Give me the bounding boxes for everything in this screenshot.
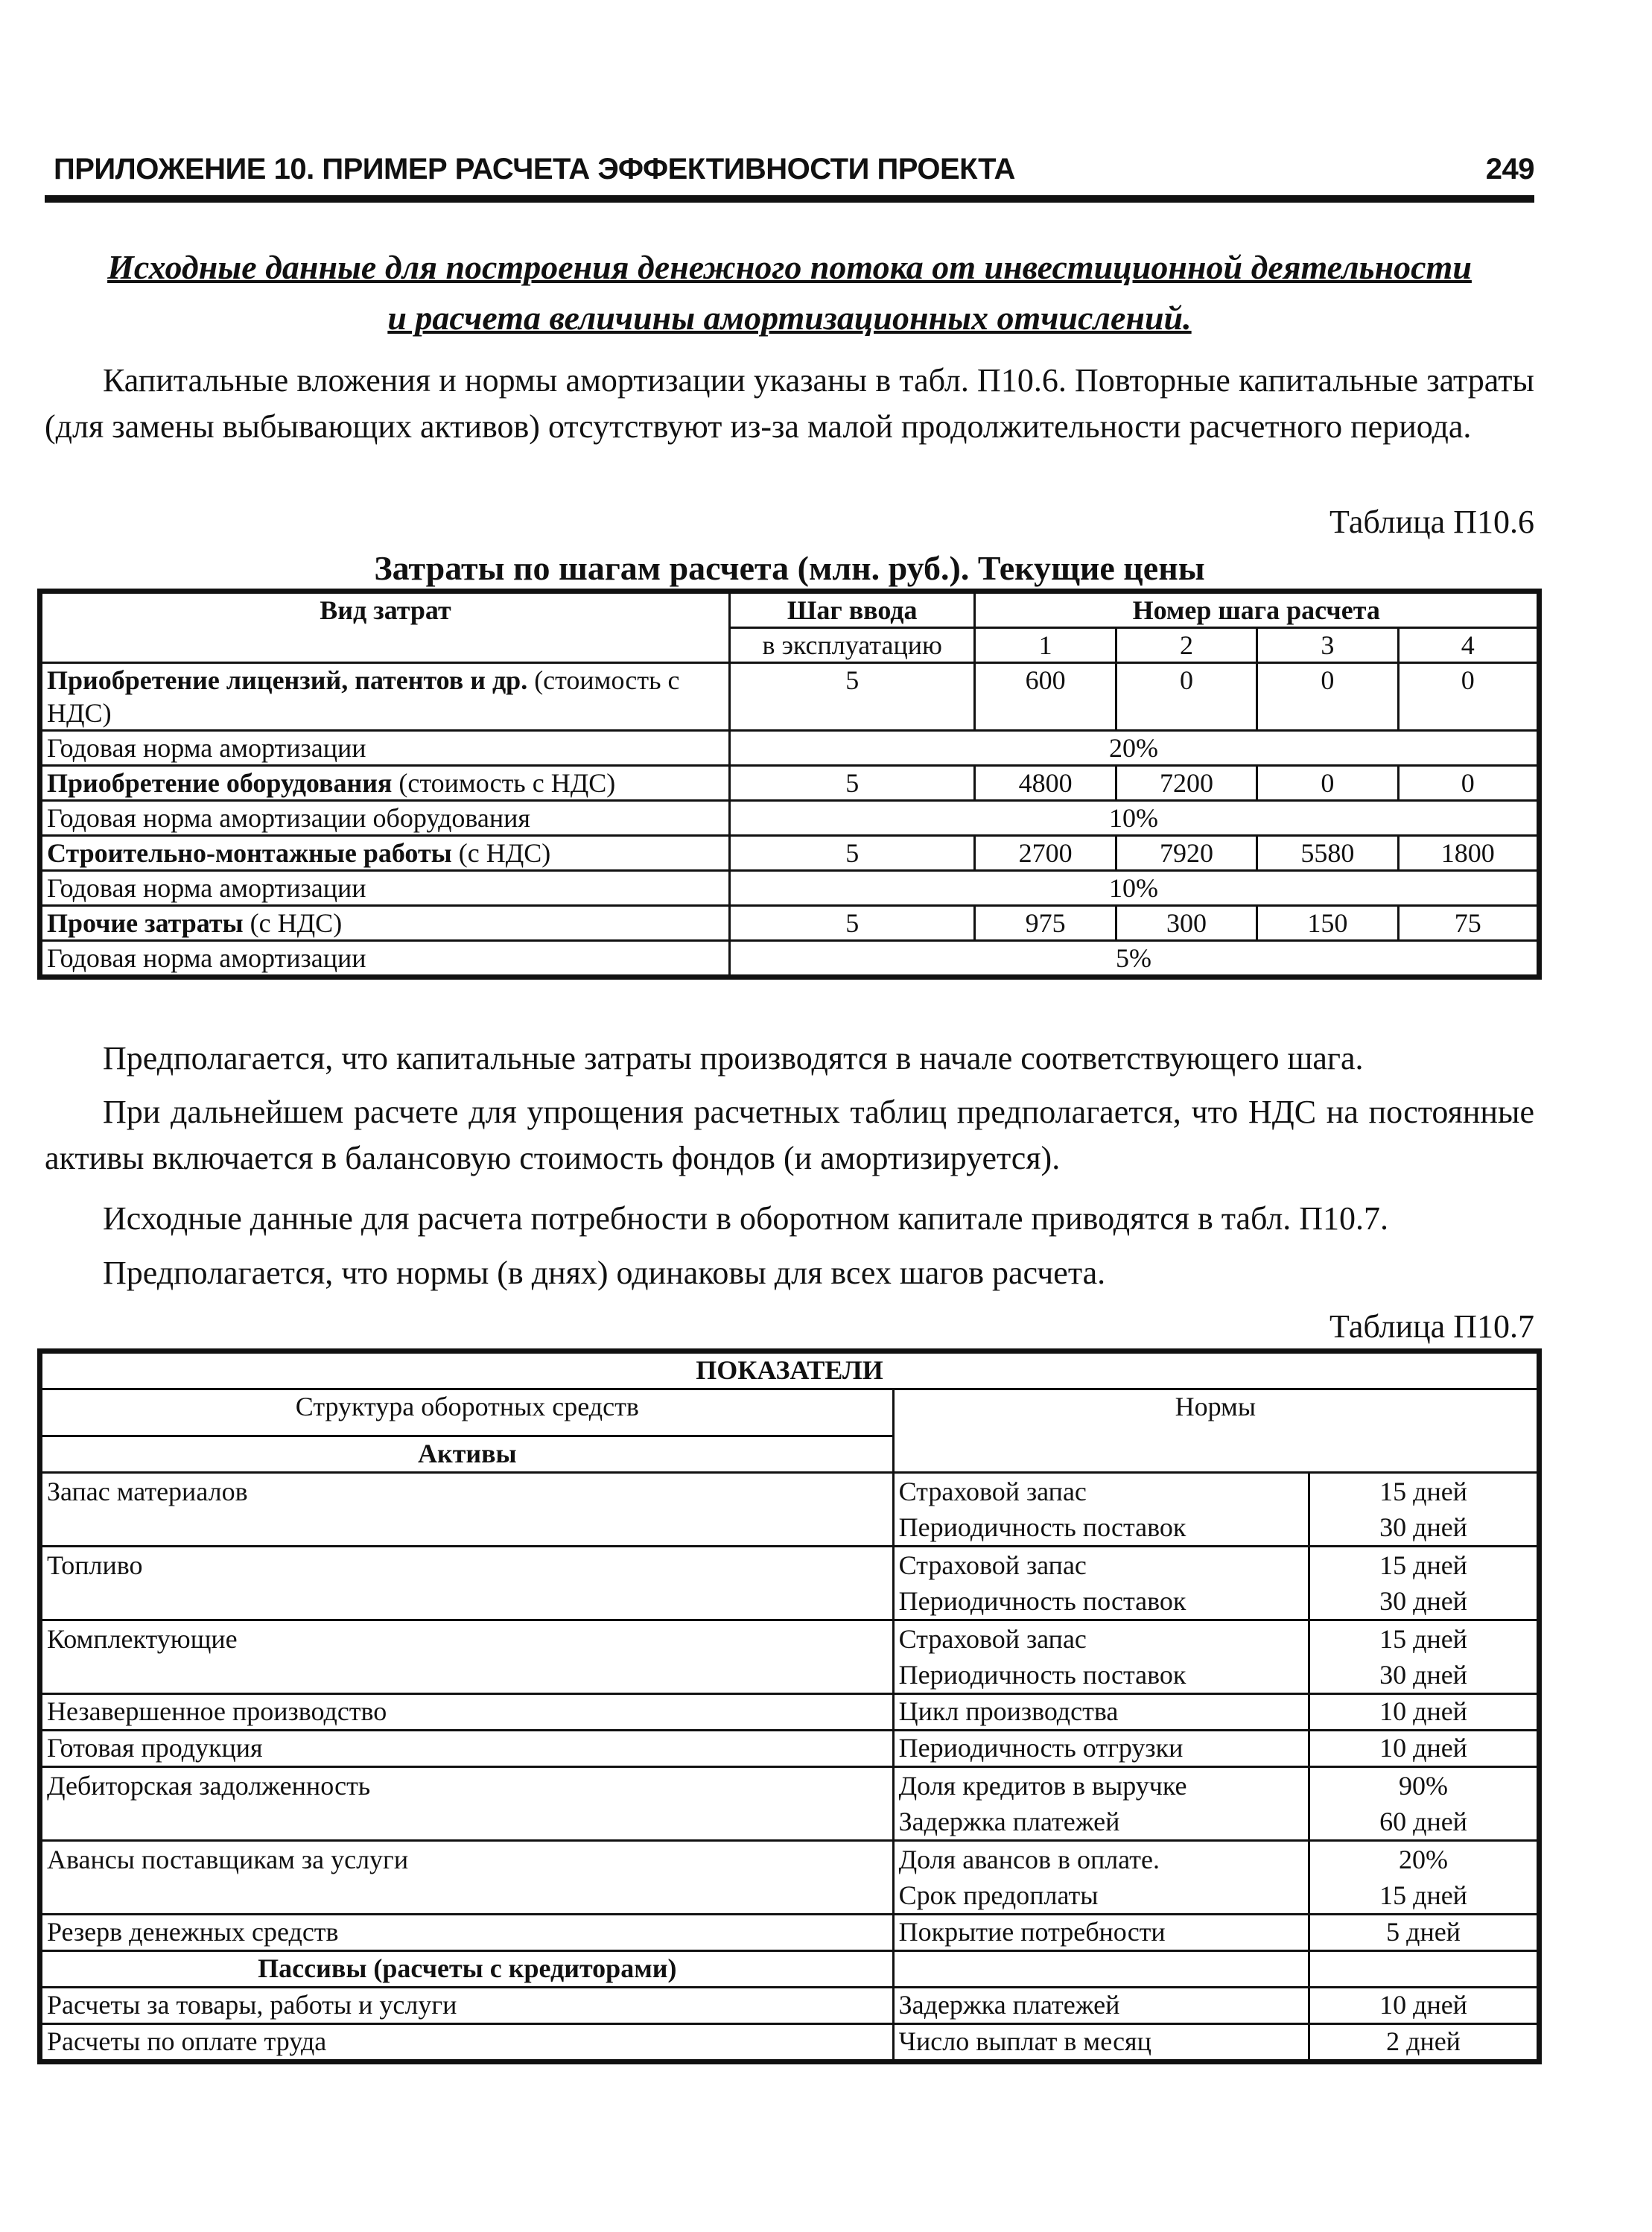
table-row <box>40 1694 1540 1731</box>
cell: 300 <box>1116 906 1257 941</box>
item-name: Дебиторская задолженность <box>40 1767 894 1841</box>
cost-label: Прочие затраты (с НДС) <box>40 906 730 941</box>
header-step-4: 4 <box>1398 628 1539 663</box>
table-row <box>40 1915 1540 1951</box>
header-step-1: 1 <box>975 628 1116 663</box>
table-row <box>40 871 1540 906</box>
liabilities-heading: Пассивы (расчеты с кредиторами) <box>40 1951 894 1988</box>
item-name: Расчеты за товары, работы и услуги <box>40 1988 894 2024</box>
table-row <box>40 1767 1540 1841</box>
norm-value: 90% 60 дней <box>1309 1767 1540 1841</box>
section-title-line2: и расчета величины амортизационных отчислений. <box>387 299 1192 337</box>
header-step-2: 2 <box>1116 628 1257 663</box>
paragraph-vat: При дальнейшем расчете для упрощения расчетных таблиц предполагается, что НДС на постоянные активы включается в балансовую стоимость фондов (и амортизируется). <box>45 1094 1534 1176</box>
cell: 7200 <box>1116 766 1257 801</box>
cell: 4800 <box>975 766 1116 801</box>
item-name: Комплектующие <box>40 1620 894 1694</box>
assets-heading: Активы <box>40 1436 894 1473</box>
table7-label: Таблица П10.7 <box>1329 1308 1534 1345</box>
norm-value: 15 дней 30 дней <box>1309 1547 1540 1620</box>
table-row <box>40 766 1540 801</box>
table6-label: Таблица П10.6 <box>1329 504 1534 540</box>
header-step-number: Номер шага расчета <box>975 592 1540 628</box>
cell: 150 <box>1257 906 1398 941</box>
rate-label: Годовая норма амортизации <box>40 871 730 906</box>
step-in-value: 5 <box>729 766 974 801</box>
cell: 0 <box>1257 663 1398 731</box>
section-title <box>45 242 1534 343</box>
paragraph-working-capital: Исходные данные для расчета потребности в оборотном капитале приводятся в табл. П10.7. <box>103 1200 1389 1237</box>
header-step-in-1: Шаг ввода <box>729 592 974 628</box>
cell: 0 <box>1398 766 1539 801</box>
table-row <box>40 1731 1540 1767</box>
table-row <box>40 906 1540 941</box>
page-number: 249 <box>1485 153 1534 186</box>
cell: 75 <box>1398 906 1539 941</box>
norm-name: Доля авансов в оплате. Срок предоплаты <box>893 1841 1309 1915</box>
paragraph-norms: Предполагается, что нормы (в днях) одинаковы для всех шагов расчета. <box>103 1255 1106 1291</box>
paragraph-capital-costs-timing: Предполагается, что капитальные затраты производятся в начале соответствующего шага. <box>103 1040 1364 1077</box>
cell: 975 <box>975 906 1116 941</box>
table-row <box>40 836 1540 871</box>
norm-name: Страховой запас Периодичность поставок <box>893 1547 1309 1620</box>
table-row <box>40 1841 1540 1915</box>
cell: 7920 <box>1116 836 1257 871</box>
empty-cell <box>893 1951 1309 1988</box>
header-cost-type: Вид затрат <box>40 592 730 663</box>
norm-value: 5 дней <box>1309 1915 1540 1951</box>
norm-value: 10 дней <box>1309 1988 1540 2024</box>
cost-label: Приобретение оборудования (стоимость с НДС) <box>40 766 730 801</box>
norm-name: Страховой запас Периодичность поставок <box>893 1473 1309 1547</box>
norm-name: Число выплат в месяц <box>893 2024 1309 2062</box>
running-header <box>45 153 1534 197</box>
table-row <box>40 1988 1540 2024</box>
norm-name: Доля кредитов в выручке Задержка платежей <box>893 1767 1309 1841</box>
norm-name: Периодичность отгрузки <box>893 1731 1309 1767</box>
step-in-value: 5 <box>729 663 974 731</box>
norm-name: Задержка платежей <box>893 1988 1309 2024</box>
rate-label: Годовая норма амортизации оборудования <box>40 801 730 836</box>
norm-value: 10 дней <box>1309 1731 1540 1767</box>
paragraph-capital-investments: Капитальные вложения и нормы амортизации указаны в табл. П10.6. Повторные капитальные затраты (для замены выбывающих активов) отсутствуют из-за малой продолжительности расчетного периода. <box>45 362 1534 445</box>
running-title: ПРИЛОЖЕНИЕ 10. ПРИМЕР РАСЧЕТА ЭФФЕКТИВНОСТИ ПРОЕКТА <box>54 153 1015 186</box>
rate-value: 10% <box>729 801 1539 836</box>
item-name: Расчеты по оплате труда <box>40 2024 894 2062</box>
table-row <box>40 663 1540 731</box>
cell: 0 <box>1116 663 1257 731</box>
header-structure: Структура оборотных средств <box>40 1389 894 1436</box>
cell: 5580 <box>1257 836 1398 871</box>
item-name: Резерв денежных средств <box>40 1915 894 1951</box>
norm-value: 10 дней <box>1309 1694 1540 1731</box>
table-row <box>40 2024 1540 2062</box>
header-norms: Нормы <box>893 1389 1539 1473</box>
table-row <box>40 941 1540 977</box>
cell: 1800 <box>1398 836 1539 871</box>
empty-cell <box>1309 1951 1540 1988</box>
table7-title: ПОКАЗАТЕЛИ <box>40 1351 1540 1389</box>
norm-name: Покрытие потребности <box>893 1915 1309 1951</box>
costs-table <box>37 589 1542 980</box>
norm-value: 15 дней 30 дней <box>1309 1620 1540 1694</box>
norm-value: 20% 15 дней <box>1309 1841 1540 1915</box>
cell: 0 <box>1398 663 1539 731</box>
cost-label: Строительно-монтажные работы (с НДС) <box>40 836 730 871</box>
item-name: Запас материалов <box>40 1473 894 1547</box>
rate-label: Годовая норма амортизации <box>40 941 730 977</box>
working-capital-table <box>37 1348 1542 2064</box>
norm-value: 2 дней <box>1309 2024 1540 2062</box>
rate-value: 5% <box>729 941 1539 977</box>
header-step-in-2: в эксплуатацию <box>729 628 974 663</box>
rate-value: 20% <box>729 731 1539 766</box>
table6-title: Затраты по шагам расчета (млн. руб.). Текущие цены <box>374 549 1205 587</box>
step-in-value: 5 <box>729 906 974 941</box>
section-title-line1: Исходные данные для построения денежного потока от инвестиционной деятельности <box>107 248 1472 286</box>
table-row <box>40 731 1540 766</box>
header-step-3: 3 <box>1257 628 1398 663</box>
rate-label: Годовая норма амортизации <box>40 731 730 766</box>
item-name: Незавершенное производство <box>40 1694 894 1731</box>
norm-name: Страховой запас Периодичность поставок <box>893 1620 1309 1694</box>
item-name: Топливо <box>40 1547 894 1620</box>
cell: 2700 <box>975 836 1116 871</box>
cell: 0 <box>1257 766 1398 801</box>
cell: 600 <box>975 663 1116 731</box>
table-row <box>40 801 1540 836</box>
item-name: Авансы поставщикам за услуги <box>40 1841 894 1915</box>
item-name: Готовая продукция <box>40 1731 894 1767</box>
table-row <box>40 1547 1540 1620</box>
table-row <box>40 1620 1540 1694</box>
step-in-value: 5 <box>729 836 974 871</box>
norm-value: 15 дней 30 дней <box>1309 1473 1540 1547</box>
header-rule <box>45 195 1534 203</box>
cost-label: Приобретение лицензий, патентов и др. (стоимость с НДС) <box>40 663 730 731</box>
norm-name: Цикл производства <box>893 1694 1309 1731</box>
rate-value: 10% <box>729 871 1539 906</box>
table-row <box>40 1473 1540 1547</box>
